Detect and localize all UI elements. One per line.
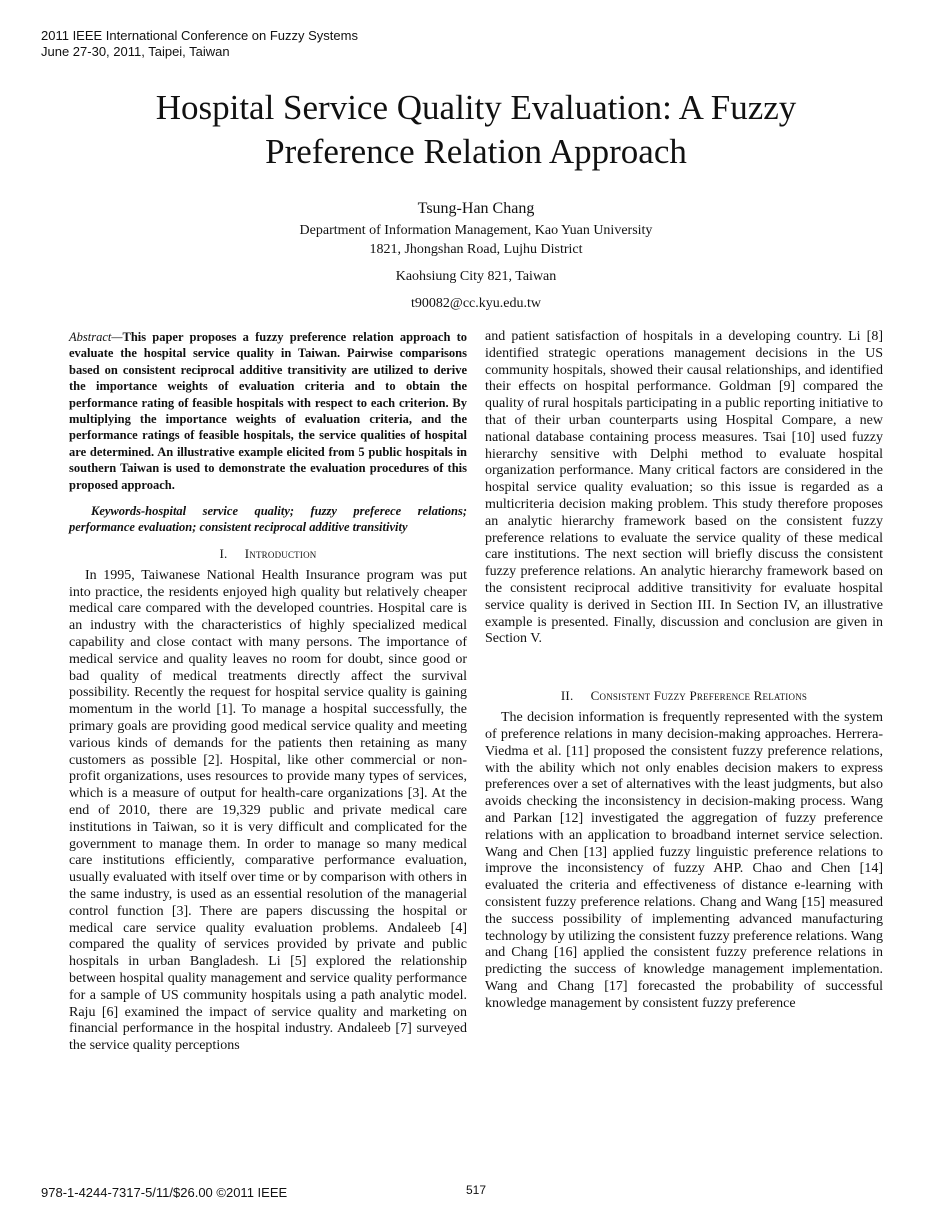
abstract	[69, 329, 467, 493]
conference-name: 2011 IEEE International Conference on Fuzzy Systems	[41, 28, 358, 43]
title-line-1: Hospital Service Quality Evaluation: A Fuzzy	[155, 88, 797, 127]
paper-title	[60, 86, 892, 174]
left-column	[69, 329, 467, 1055]
keywords: Keywords-hospital service quality; fuzzy preferece relations; performance evaluation; consistent reciprocal additive transitivity	[69, 504, 467, 535]
author-block	[150, 199, 802, 313]
conference-dates: June 27-30, 2011, Taipei, Taiwan	[41, 44, 230, 59]
section-heading-fuzzy-preference: II. Consistent Fuzzy Preference Relations	[560, 688, 808, 704]
author-name: Tsung-Han Chang	[417, 200, 535, 217]
author-address: 1821, Jhongshan Road, Lujhu District	[369, 242, 583, 257]
right-column	[485, 329, 883, 1012]
introduction-paragraph: In 1995, Taiwanese National Health Insurance program was put into practice, the residents enjoyed high quality but relatively cheaper medical care compared with the developed countries. Hospital care is an industry with the characteristics of highly specialized medical capability and close contact with many persons. The importance of medical service and quality leaves no room for doubt, since good or bad quality of medical treatments directly affect the survival possibility. Recently the request for hospital service quality is gaining momentum in the world [1]. To manage a hospital successfully, the primary goals are providing good medical service quality and meeting various kinds of demands for the patients then retaining as many customers as possible [2]. Hospital, like other commercial or non-profit organizations, uses resources to provide many types of services, which is a measure of output for health-care organizations [3]. At the end of 2010, there are 19,329 public and private medical care institutions in Taiwan, so it is very difficult and complicated for the government to manage them. In order to manage so many medical care institutions efficiently, comparative performance evaluation, usually evaluated with itself over time or by comparison with others in the same industry, is used as an essential resolution of the managerial control function [3]. There are papers discussing the hospital or medical care service quality evaluation problems. Andaleeb [4] compared the quality of services provided by private and public hospitals in urban Bangladesh. Li [5] explored the relationship between hospital quality management and service quality performance for a sample of US community hospitals using a path analytic model. Raju [6] examined the impact of service quality and marketing on financial performance in the hospital industry. Andaleeb [7] surveyed the service quality perceptions	[69, 567, 467, 1054]
author-email: t90082@cc.kyu.edu.tw	[411, 296, 541, 311]
page-number: 517	[466, 1183, 487, 1197]
author-city: Kaohsiung City 821, Taiwan	[395, 269, 557, 284]
introduction-continuation: and patient satisfaction of hospitals in a developing country. Li [8] identified strategic operations management decisions in the US community hospitals, showed their causal relationships, and identified their effects on hospital performance. Goldman [9] compared the quality of rural hospitals participating in a public reporting initiative to that of their urban counterparts using Hospital Compare, a new national database containing process measures. Tsai [10] used fuzzy hierarchy sensitive with Delphi method to evaluate hospital organization performance. Many critical factors are considered in the hospital service quality evaluation; so this issue is regarded as a multicriteria decision making problem. This study therefore proposes an analytic hierarchy framework based on the consistent fuzzy preference relations to evaluate the service quality of these medical care institutions. The next section will briefly discuss the consistent fuzzy preference relations. An analytic hierarchy framework based on the consistent reciprocal additive transitivity for evaluate hospital service quality is derived in Section III. In Section IV, an illustrative example is presented. Finally, discussion and conclusion are given in Section V.	[485, 329, 883, 647]
abstract-text: This paper proposes a fuzzy preference relation approach to evaluate the hospital service quality in Taiwan. Pairwise comparisons based on consistent reciprocal additive transitivity are utilized to derive the importance weights of evaluation criteria and to obtain the performance rating of feasible hospitals with respect to each criterion. By multiplying the importance weights of evaluation criteria, and the performance ratings of feasible hospitals, the service qualities of hospital are determined. An illustrative example elicited from 5 public hospitals in southern Taiwan is used to demonstrate the evaluation procedures of this proposed approach.	[69, 330, 467, 492]
title-line-2: Preference Relation Approach	[265, 132, 687, 171]
abstract-lead: Abstract—	[69, 330, 123, 344]
conference-header	[41, 28, 358, 60]
footer-isbn: 978-1-4244-7317-5/11/$26.00 ©2011 IEEE	[41, 1185, 288, 1200]
section2-paragraph: The decision information is frequently represented with the system of preference relations in many decision-making approaches. Herrera-Viedma et al. [11] proposed the consistent fuzzy preference relations, with the ability which not only enables decision makers to express preferences over a set of alternatives with the least judgments, but also avoids checking the inconsistency in decision-making process. Wang and Parkan [12] investigated the aggregation of fuzzy preference relations with an application to broadband internet service selection. Wang and Chen [13] applied fuzzy linguistic preference relations to improve the inconsistency of fuzzy AHP. Chao and Chen [14] evaluated the criteria and effectiveness of distance e-learning with consistent fuzzy preference relations. Chang and Wang [15] measured the success possibility of implementing advanced manufacturing technology by utilizing the consistent fuzzy preference relations. Wang and Chang [16] applied the consistent fuzzy preference relations in predicting the success of knowledge management implementation. Wang and Chang [17] forecasted the probability of successful knowledge management by consistent fuzzy preference	[485, 710, 883, 1011]
section-heading-introduction: I. Introduction	[219, 545, 317, 561]
author-department: Department of Information Management, Kao Yuan University	[299, 223, 653, 238]
